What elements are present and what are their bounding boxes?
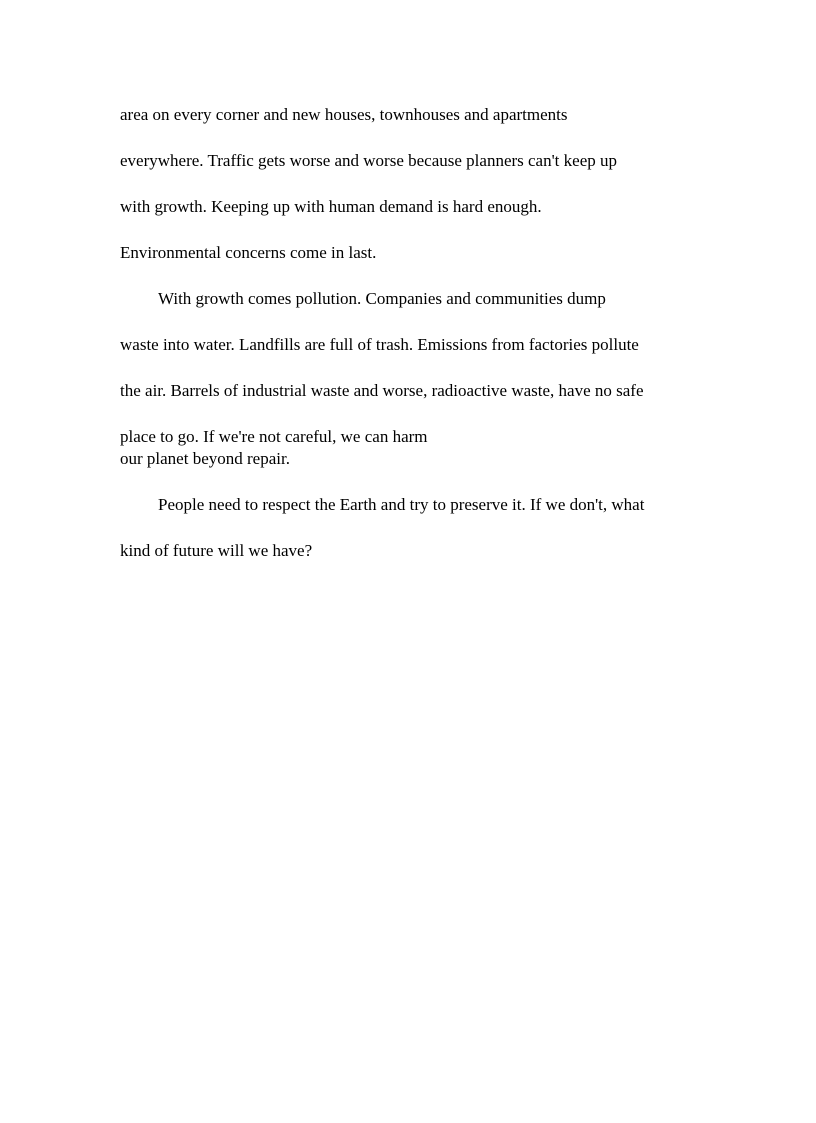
- paragraph-start-line: With growth comes pollution. Companies and communities dump: [158, 289, 606, 308]
- document-body: [120, 100, 710, 582]
- text-line: area on every corner and new houses, townhouses and apartments: [120, 105, 568, 124]
- text-line: our planet beyond repair.: [120, 449, 290, 468]
- text-line: place to go. If we're not careful, we can harm: [120, 427, 428, 446]
- text-line: the air. Barrels of industrial waste and worse, radioactive waste, have no safe: [120, 381, 644, 400]
- text-line: waste into water. Landfills are full of trash. Emissions from factories pollute: [120, 335, 639, 354]
- text-line: kind of future will we have?: [120, 541, 313, 560]
- paragraph-start-line: People need to respect the Earth and try to preserve it. If we don't, what: [158, 495, 645, 514]
- text-line: Environmental concerns come in last.: [120, 243, 377, 262]
- text-line: everywhere. Traffic gets worse and worse because planners can't keep up: [120, 151, 617, 170]
- text-line: with growth. Keeping up with human demand is hard enough.: [120, 197, 542, 216]
